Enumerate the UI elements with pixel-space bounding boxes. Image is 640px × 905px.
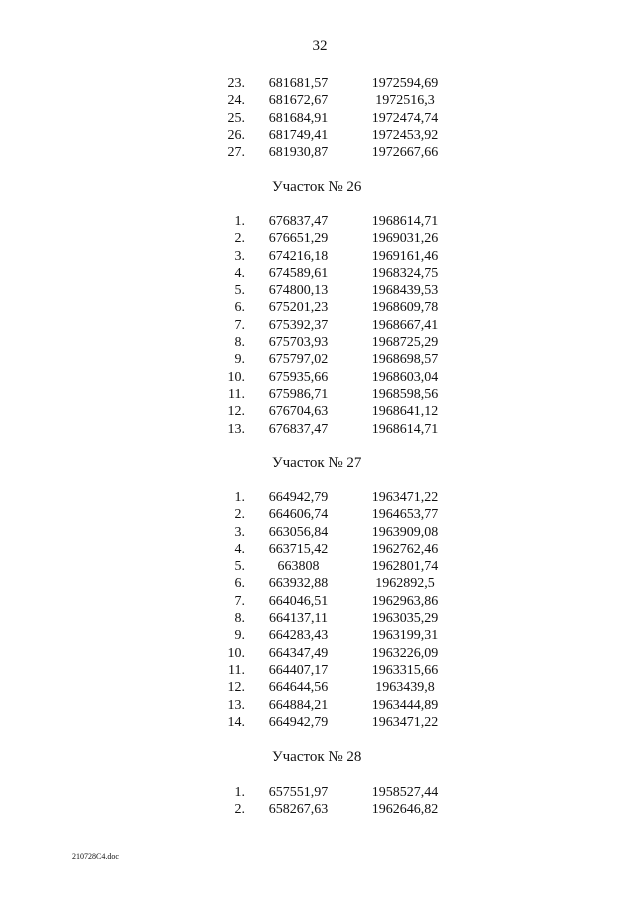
y-coordinate: 1963909,08 <box>371 524 439 540</box>
point-number: 7. <box>234 317 245 333</box>
point-number: 8. <box>234 611 245 627</box>
table-row <box>200 403 458 420</box>
x-coordinate: 681684,91 <box>268 110 329 126</box>
table-body <box>200 75 458 161</box>
table-row <box>200 75 458 92</box>
page-number: 32 <box>312 38 328 54</box>
y-coordinate: 1968725,29 <box>371 335 439 351</box>
x-coordinate: 676651,29 <box>268 231 329 247</box>
point-number: 2. <box>234 507 245 523</box>
point-number: 14. <box>227 714 245 730</box>
point-number: 3. <box>234 248 245 264</box>
x-coordinate: 675797,02 <box>268 352 329 368</box>
coordinates-table-plot-28 <box>200 784 458 819</box>
point-number: 24. <box>227 93 245 109</box>
point-number: 10. <box>227 369 245 385</box>
table-body <box>200 489 458 731</box>
x-coordinate: 675392,37 <box>268 317 329 333</box>
x-coordinate: 674589,61 <box>268 265 329 281</box>
x-coordinate: 664046,51 <box>268 593 329 609</box>
y-coordinate: 1962646,82 <box>371 802 439 818</box>
y-coordinate: 1963471,22 <box>371 714 439 730</box>
y-coordinate: 1962892,5 <box>375 576 435 592</box>
section-title-plot-26: Участок № 26 <box>272 179 362 195</box>
point-number: 2. <box>234 231 245 247</box>
table-row <box>200 558 458 575</box>
table-row <box>200 784 458 801</box>
point-number: 12. <box>227 404 245 420</box>
x-coordinate: 681749,41 <box>268 127 329 143</box>
point-number: 7. <box>234 593 245 609</box>
y-coordinate: 1972474,74 <box>371 110 439 126</box>
point-number: 23. <box>227 76 245 91</box>
point-number: 3. <box>234 524 245 540</box>
table-row <box>200 662 458 679</box>
x-coordinate: 664606,74 <box>268 507 329 523</box>
point-number: 5. <box>234 283 245 299</box>
table-row <box>200 697 458 714</box>
y-coordinate: 1963226,09 <box>371 645 439 661</box>
table-row <box>200 144 458 161</box>
x-coordinate: 681930,87 <box>268 145 329 161</box>
point-number: 11. <box>228 386 245 402</box>
x-coordinate: 658267,63 <box>268 802 329 818</box>
y-coordinate: 1962963,86 <box>371 593 439 609</box>
y-coordinate: 1968614,71 <box>371 421 439 437</box>
point-number: 27. <box>227 145 245 161</box>
table-row <box>200 386 458 403</box>
table-row <box>200 213 458 230</box>
y-coordinate: 1968667,41 <box>371 317 439 333</box>
x-coordinate: 674216,18 <box>268 248 329 264</box>
table-row <box>200 334 458 351</box>
x-coordinate: 675935,66 <box>268 369 329 385</box>
point-number: 6. <box>234 300 245 316</box>
x-coordinate: 681681,57 <box>268 76 329 91</box>
x-coordinate: 676704,63 <box>268 404 329 420</box>
y-coordinate: 1969161,46 <box>371 248 439 264</box>
table-row <box>200 593 458 610</box>
x-coordinate: 664942,79 <box>268 490 329 505</box>
table-row <box>200 369 458 386</box>
x-coordinate: 663932,88 <box>268 576 329 592</box>
section-title-plot-28: Участок № 28 <box>272 749 362 765</box>
point-number: 9. <box>234 352 245 368</box>
table-row <box>200 92 458 109</box>
point-number: 2. <box>234 802 245 818</box>
point-number: 13. <box>227 697 245 713</box>
y-coordinate: 1968603,04 <box>371 369 439 385</box>
x-coordinate: 663715,42 <box>268 541 329 557</box>
table-row <box>200 645 458 662</box>
table-row <box>200 248 458 265</box>
y-coordinate: 1968439,53 <box>371 283 439 299</box>
table-row <box>200 489 458 506</box>
point-number: 1. <box>234 490 245 505</box>
point-number: 25. <box>227 110 245 126</box>
table-row <box>200 627 458 644</box>
x-coordinate: 681672,67 <box>268 93 329 109</box>
y-coordinate: 1968324,75 <box>371 265 439 281</box>
table-row <box>200 524 458 541</box>
x-coordinate: 676837,47 <box>268 214 329 229</box>
table-row <box>200 265 458 282</box>
y-coordinate: 1963444,89 <box>371 697 439 713</box>
x-coordinate: 664407,17 <box>268 662 329 678</box>
table-row <box>200 541 458 558</box>
table-row <box>200 610 458 627</box>
y-coordinate: 1972667,66 <box>371 145 439 161</box>
point-number: 1. <box>234 785 245 800</box>
table-row <box>200 421 458 438</box>
y-coordinate: 1964653,77 <box>371 507 439 523</box>
table-row <box>200 575 458 592</box>
table-row <box>200 282 458 299</box>
x-coordinate: 674800,13 <box>268 283 329 299</box>
y-coordinate: 1968698,57 <box>371 352 439 368</box>
point-number: 8. <box>234 335 245 351</box>
coordinates-table-continuation <box>200 75 458 161</box>
point-number: 5. <box>234 559 245 575</box>
table-row <box>200 127 458 144</box>
point-number: 6. <box>234 576 245 592</box>
table-body <box>200 213 458 438</box>
y-coordinate: 1972453,92 <box>371 127 439 143</box>
x-coordinate: 675703,93 <box>268 335 329 351</box>
x-coordinate: 664283,43 <box>268 628 329 644</box>
y-coordinate: 1968609,78 <box>371 300 439 316</box>
y-coordinate: 1963035,29 <box>371 611 439 627</box>
y-coordinate: 1968598,56 <box>371 386 439 402</box>
table-body <box>200 784 458 819</box>
y-coordinate: 1963471,22 <box>371 490 439 505</box>
point-number: 12. <box>227 680 245 696</box>
y-coordinate: 1963315,66 <box>371 662 439 678</box>
table-row <box>200 299 458 316</box>
y-coordinate: 1962801,74 <box>371 559 439 575</box>
point-number: 1. <box>234 214 245 229</box>
y-coordinate: 1968641,12 <box>371 404 439 420</box>
table-row <box>200 679 458 696</box>
x-coordinate: 664347,49 <box>268 645 329 661</box>
x-coordinate: 675986,71 <box>268 386 329 402</box>
point-number: 4. <box>234 541 245 557</box>
point-number: 10. <box>227 645 245 661</box>
point-number: 26. <box>227 127 245 143</box>
x-coordinate: 663808 <box>277 559 320 575</box>
x-coordinate: 675201,23 <box>268 300 329 316</box>
x-coordinate: 664137,11 <box>269 611 328 627</box>
x-coordinate: 663056,84 <box>268 524 329 540</box>
y-coordinate: 1972516,3 <box>375 93 435 109</box>
table-row <box>200 317 458 334</box>
y-coordinate: 1958527,44 <box>371 785 439 800</box>
coordinates-table-plot-26 <box>200 213 458 438</box>
x-coordinate: 657551,97 <box>268 785 329 800</box>
table-row <box>200 230 458 247</box>
section-title-plot-27: Участок № 27 <box>272 455 362 471</box>
point-number: 4. <box>234 265 245 281</box>
y-coordinate: 1963439,8 <box>375 680 435 696</box>
point-number: 13. <box>227 421 245 437</box>
table-row <box>200 714 458 731</box>
footer-filename: 210728C4.doc <box>72 852 119 861</box>
table-row <box>200 110 458 127</box>
y-coordinate: 1968614,71 <box>371 214 439 229</box>
x-coordinate: 664942,79 <box>268 714 329 730</box>
table-row <box>200 351 458 368</box>
y-coordinate: 1963199,31 <box>371 628 439 644</box>
y-coordinate: 1969031,26 <box>371 231 439 247</box>
table-row <box>200 801 458 818</box>
x-coordinate: 664884,21 <box>268 697 329 713</box>
y-coordinate: 1972594,69 <box>371 76 439 91</box>
point-number: 9. <box>234 628 245 644</box>
table-row <box>200 506 458 523</box>
x-coordinate: 676837,47 <box>268 421 329 437</box>
point-number: 11. <box>228 662 245 678</box>
x-coordinate: 664644,56 <box>268 680 329 696</box>
coordinates-table-plot-27 <box>200 489 458 731</box>
y-coordinate: 1962762,46 <box>371 541 439 557</box>
